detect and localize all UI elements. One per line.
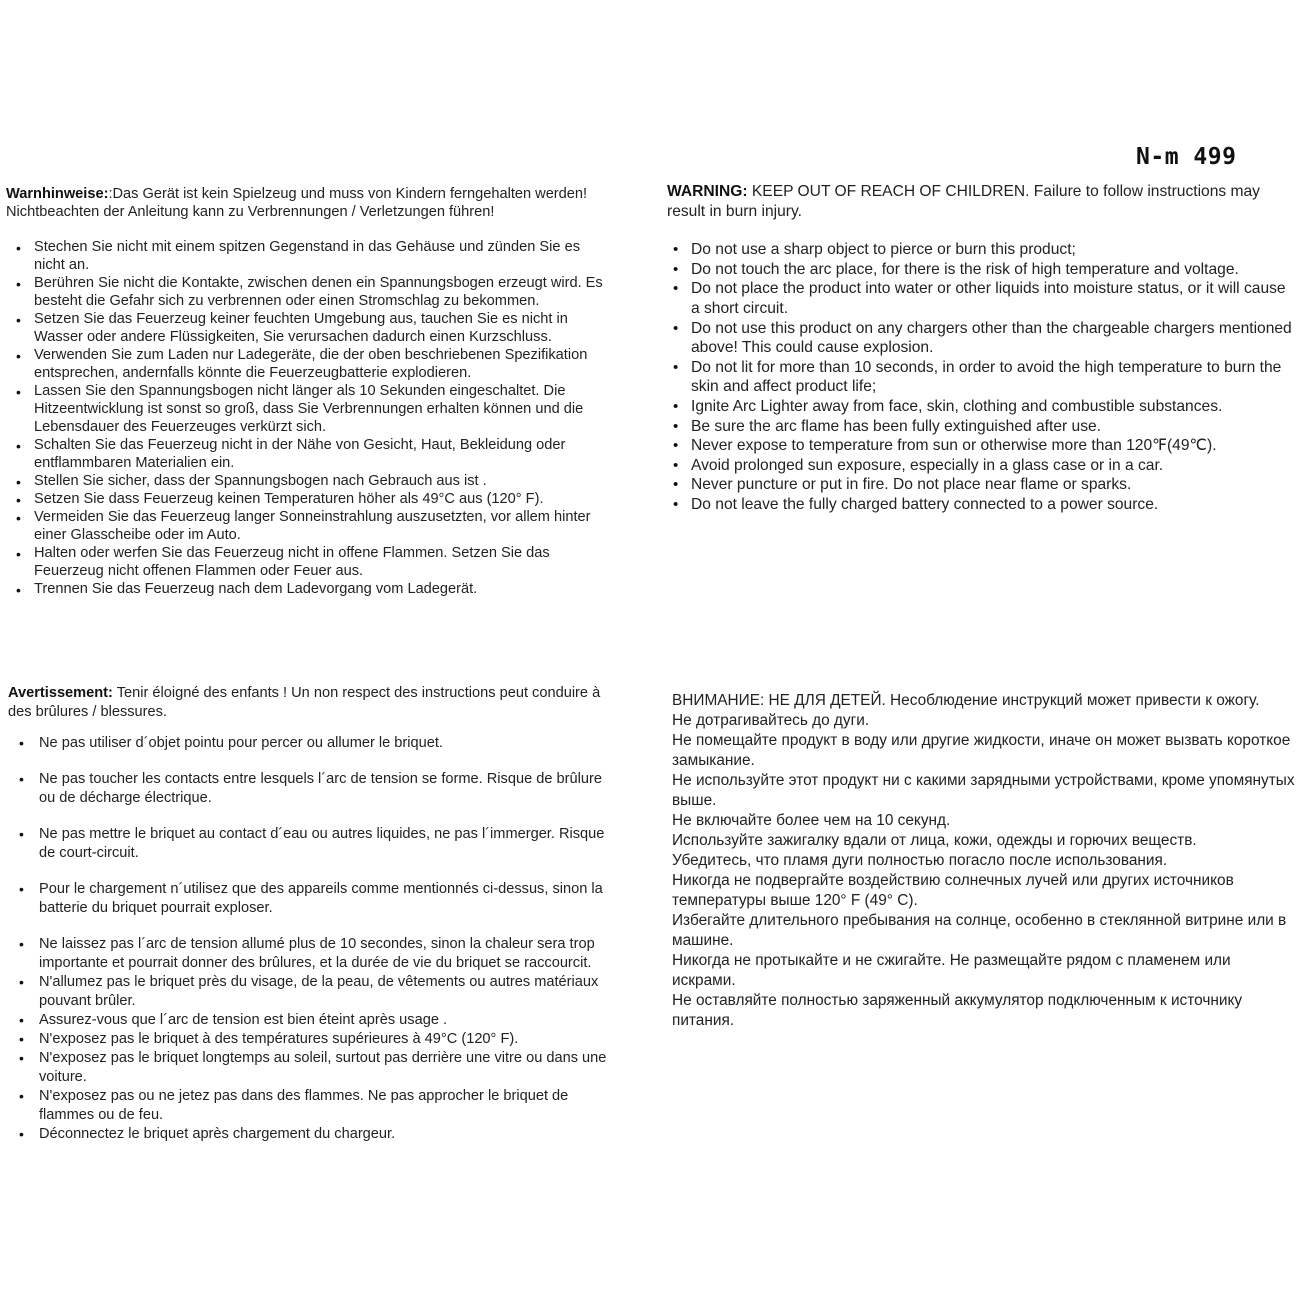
list-item: • Stechen Sie nicht mit einem spitzen Gegenstand in das Gehäuse und zünden Sie es nicht an. [6, 238, 606, 274]
list-item: • Ne pas utiliser d´objet pointu pour percer ou allumer le briquet. [8, 734, 608, 753]
list-item: • Do not lit for more than 10 seconds, in order to avoid the high temperature to burn the skin and affect product life; [667, 358, 1297, 397]
list-item: • Stellen Sie sicher, dass der Spannungsbogen nach Gebrauch aus ist . [6, 472, 606, 490]
list-item: • Berühren Sie nicht die Kontakte, zwischen denen ein Spannungsbogen erzeugt wird. Es besteht die Gefahr sich zu verbrennen oder einen Stromschlag zu bekommen. [6, 274, 606, 310]
warning-line: Не используйте этот продукт ни с какими зарядными устройствами, кроме упомянутых выше. [672, 772, 1295, 809]
heading-text: KEEP OUT OF REACH OF CHILDREN. Failure to follow instructions may result in burn injury. [667, 183, 1260, 220]
warning-list-english [667, 240, 1297, 514]
warning-line: Не оставляйте полностью заряженный аккумулятор подключенным к источнику питания. [672, 992, 1243, 1029]
list-item: • Ignite Arc Lighter away from face, skin, clothing and combustible substances. [667, 397, 1297, 417]
warning-heading-german [6, 185, 606, 221]
warning-heading-english [667, 182, 1297, 221]
heading-text: :Das Gerät ist kein Spielzeug und muss von Kindern ferngehalten werden! Nichtbeachten der Anleitung kann zu Verbrennungen / Verletzungen führen! [6, 186, 588, 220]
warning-line: Избегайте длительного пребывания на солнце, особенно в стеклянной витрине или в машине. [672, 912, 1287, 949]
document-code: N-m 499 [1136, 144, 1237, 170]
list-item: • Never expose to temperature from sun or otherwise more than 120℉(49℃). [667, 436, 1297, 456]
warning-line: Никогда не протыкайте и не сжигайте. Не размещайте рядом с пламенем или искрами. [672, 952, 1231, 989]
list-item: • Assurez-vous que l´arc de tension est bien éteint après usage . [8, 1011, 608, 1030]
list-item: • Ne pas mettre le briquet au contact d´eau ou autres liquides, ne pas l´immerger. Risque de court-circuit. [8, 825, 608, 863]
heading-label: Warnhinweise: [6, 186, 109, 202]
warning-heading-french [8, 684, 608, 722]
warning-line: Не включайте более чем на 10 секунд. [672, 812, 951, 829]
warning-line: Никогда не подвергайте воздействию солнечных лучей или других источников температуры выше 120° F (49° C). [672, 872, 1234, 909]
warning-block-english [667, 182, 1297, 515]
heading-label: Avertissement: [8, 685, 113, 701]
list-item: • Trennen Sie das Feuerzeug nach dem Ladevorgang vom Ladegerät. [6, 580, 606, 598]
list-item: • Setzen Sie dass Feuerzeug keinen Temperaturen höher als 49°C aus (120° F). [6, 490, 606, 508]
list-item: • Déconnectez le briquet après chargement du chargeur. [8, 1125, 608, 1144]
list-item: • Do not use a sharp object to pierce or burn this product; [667, 240, 1297, 260]
list-item: • N'exposez pas ou ne jetez pas dans des flammes. Ne pas approcher le briquet de flammes ou de feu. [8, 1087, 608, 1125]
list-item: • N'exposez pas le briquet à des températures supérieures à 49°C (120° F). [8, 1030, 608, 1049]
list-item: • N'allumez pas le briquet près du visage, de la peau, de vêtements ou autres matériaux pouvant brûler. [8, 973, 608, 1011]
list-item: • Never puncture or put in fire. Do not place near flame or sparks. [667, 475, 1297, 495]
list-item: • Setzen Sie das Feuerzeug keiner feuchten Umgebung aus, tauchen Sie es nicht in Wasser oder andere Flüssigkeiten, Sie verursachen dadurch einen Kurzschluss. [6, 310, 606, 346]
list-item: • Lassen Sie den Spannungsbogen nicht länger als 10 Sekunden eingeschaltet. Die Hitzeentwicklung ist sonst so groß, dass Sie Verbrennungen erhalten können und die Lebensdauer des Feuerzeuges verkürzt sich. [6, 382, 606, 436]
list-item: • Pour le chargement n´utilisez que des appareils comme mentionnés ci-dessus, sinon la batterie du briquet pourrait exploser. [8, 880, 608, 918]
warning-line: ВНИМАНИЕ: НЕ ДЛЯ ДЕТЕЙ. Несоблюдение инструкций может привести к ожогу. [672, 692, 1260, 709]
warning-line: Не дотрагивайтесь до дуги. [672, 712, 870, 729]
warning-list-german [6, 238, 606, 598]
list-item: • Do not place the product into water or other liquids into moisture status, or it will cause a short circuit. [667, 279, 1297, 318]
list-item: • Vermeiden Sie das Feuerzeug langer Sonneinstrahlung auszusetzten, vor allem hinter einer Glasscheibe oder im Auto. [6, 508, 606, 544]
heading-label: WARNING: [667, 183, 748, 200]
list-item: • N'exposez pas le briquet longtemps au soleil, surtout pas derrière une vitre ou dans une voiture. [8, 1049, 608, 1087]
warning-block-french [8, 684, 608, 1144]
warning-block-german [6, 185, 606, 598]
list-item: • Ne pas toucher les contacts entre lesquels l´arc de tension se forme. Risque de brûlure ou de décharge électrique. [8, 770, 608, 808]
list-item: • Avoid prolonged sun exposure, especially in a glass case or in a car. [667, 456, 1297, 476]
list-item: • Do not leave the fully charged battery connected to a power source. [667, 495, 1297, 515]
warning-line: Убедитесь, что пламя дуги полностью погасло после использования. [672, 852, 1168, 869]
list-item: • Do not use this product on any chargers other than the chargeable chargers mentioned above! This could cause explosion. [667, 319, 1297, 358]
list-item: • Schalten Sie das Feuerzeug nicht in der Nähe von Gesicht, Haut, Bekleidung oder entflammbaren Materialien ein. [6, 436, 606, 472]
list-item: • Verwenden Sie zum Laden nur Ladegeräte, die der oben beschriebenen Spezifikation entsprechen, andernfalls könnte die Feuerzeugbatterie explodieren. [6, 346, 606, 382]
list-item: • Halten oder werfen Sie das Feuerzeug nicht in offene Flammen. Setzen Sie das Feuerzeug nicht offenen Flammen oder Feuer aus. [6, 544, 606, 580]
warning-line: Не помещайте продукт в воду или другие жидкости, иначе он может вызвать короткое замыкание. [672, 732, 1291, 769]
heading-text: Tenir éloigné des enfants ! Un non respect des instructions peut conduire à des brûlures / blessures. [8, 685, 601, 720]
list-item: • Be sure the arc flame has been fully extinguished after use. [667, 417, 1297, 437]
list-item: • Do not touch the arc place, for there is the risk of high temperature and voltage. [667, 260, 1297, 280]
warning-line: Используйте зажигалку вдали от лица, кожи, одежды и горючих веществ. [672, 832, 1197, 849]
list-item: • Ne laissez pas l´arc de tension allumé plus de 10 secondes, sinon la chaleur sera trop importante et pourrait donner des brûlures, et la durée de vie du briquet se raccourcit. [8, 935, 608, 973]
warning-block-russian [672, 691, 1297, 1031]
warning-list-french [8, 734, 608, 1144]
